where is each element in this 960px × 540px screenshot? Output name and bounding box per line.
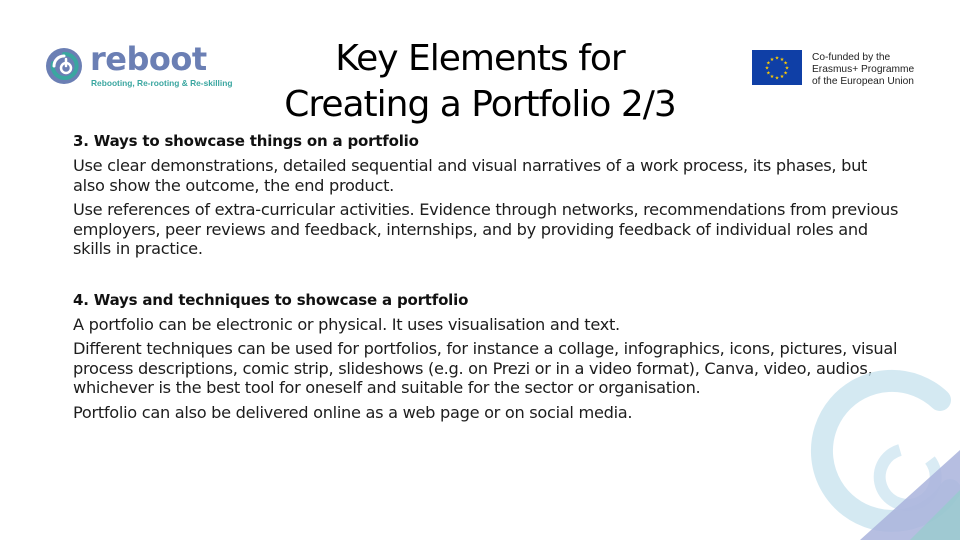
section-paragraph: Use clear demonstrations, detailed sequential and visual narratives of a work process, its phases, but also show the outcome, the end product. [73,156,868,195]
reboot-power-icon [44,46,84,86]
eu-star-icon: ★ [774,55,780,62]
eu-star-icon: ★ [783,70,788,77]
section-showcase-techniques [73,291,903,423]
eu-star-icon: ★ [764,65,770,72]
eu-star-icon: ★ [766,60,771,67]
section-paragraph: Different techniques can be used for portfolios, for instance a collage, infographics, icons, pictures, visual process descriptions, comic strip, slideshows (e.g. on Prezi or in a video format), Canva, video, audios, whichever is the best tool for oneself and suitable for the sector or organisation. [73,339,898,397]
reboot-logo [44,40,234,90]
eu-star-icon: ★ [779,74,785,81]
eu-star-icon: ★ [783,60,788,67]
slide-body [73,132,903,427]
section-showcase-things [73,132,903,259]
eu-cofunding-text: Co-funded by the Erasmus+ Programme of the European Union [812,52,915,87]
slide-title-line-1: Key Elements for [335,38,625,79]
eu-star-icon: ★ [766,70,771,77]
logo-tagline: Rebooting, Re-rooting & Re-skilling [91,78,233,88]
slide-title-line-2: Creating a Portfolio 2/3 [284,84,676,125]
section-heading: 3. Ways to showcase things on a portfolio [73,132,419,150]
eu-flag-icon [752,50,802,85]
logo-wordmark: reboot [90,40,207,78]
section-paragraph: A portfolio can be electronic or physical. It uses visualisation and text. [73,314,620,334]
slide-title [250,36,710,128]
eu-star-icon: ★ [779,56,785,63]
eu-cofunding-badge [752,50,932,90]
eu-star-icon: ★ [769,56,775,63]
section-heading: 4. Ways and techniques to showcase a portfolio [73,290,469,309]
corner-decoration-icon [790,340,960,540]
eu-star-icon: ★ [769,74,775,81]
eu-star-icon: ★ [784,65,790,72]
eu-star-icon: ★ [774,75,780,82]
section-paragraph: Use references of extra-curricular activities. Evidence through networks, recommendations from previous employers, peer reviews and feedback, internships, and by providing feedback of individual roles and skills in practice. [73,200,899,258]
section-paragraph: Portfolio can also be delivered online as a web page or on social media. [73,402,633,422]
